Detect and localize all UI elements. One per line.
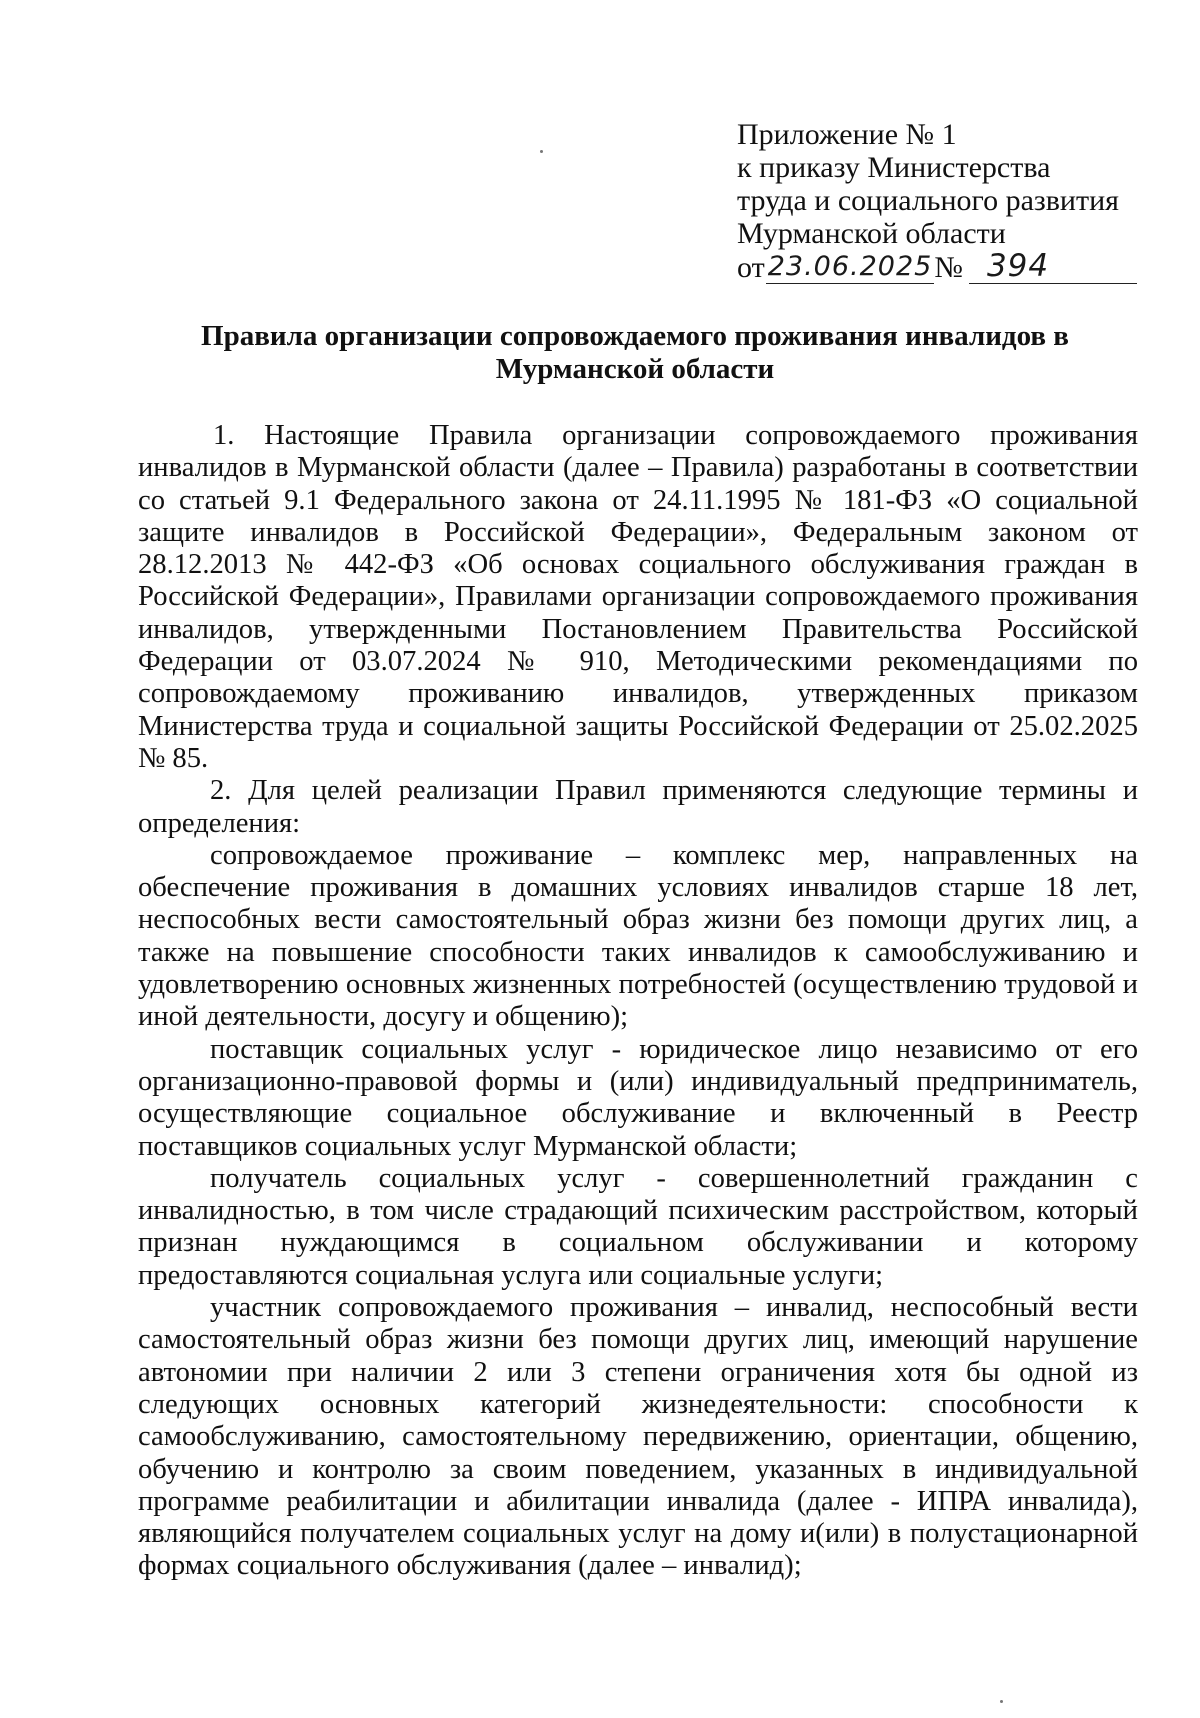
title-line: Мурманской области	[495, 353, 775, 385]
scan-speck	[540, 150, 543, 153]
paragraph-2: 2. Для целей реализации Правил применяются следующие термины и определения:	[138, 775, 1138, 839]
handwritten-number: 394	[969, 250, 1137, 284]
appendix-region: Мурманской области	[737, 217, 1006, 250]
definition-participant: участник сопровождаемого проживания – инвалид, неспособный вести самостоятельный образ жизни без помощи других лиц, имеющий нарушение автономии при наличии 2 или 3 степени ограничения хотя бы одной из следующих основных категорий жизнедеятельности: способности к самообслуживанию, самостоятельному передвижению, ориентации, общению, обучению и контролю за своим поведением, указанных в индивидуальной программе реабилитации и абилитации инвалида (далее - ИПРА инвалида), являющийся получателем социальных услуг на дому и(или) в полустационарной формах социального обслуживания (далее – инвалид);	[138, 1292, 1138, 1582]
paragraph-1: 1. Настоящие Правила организации сопровождаемого проживания инвалидов в Мурманской области (далее – Правила) разработаны в соответствии со статьей 9.1 Федерального закона от 24.11.1995 № 181-ФЗ «О социальной защите инвалидов в Российской Федерации», Федеральным законом от 28.12.2013 № 442-ФЗ «Об основах социального обслуживания граждан в Российской Федерации», Правилами организации сопровождаемого проживания инвалидов, утвержденными Постановлением Правительства Российской Федерации от 03.07.2024 № 910, Методическими рекомендациями по сопровождаемому проживанию инвалидов, утвержденных приказом Министерства труда и социальной защиты Российской Федерации от 25.02.2025 № 85.	[138, 420, 1138, 774]
appendix-date-line	[737, 250, 1157, 284]
handwritten-date: 23.06.2025	[767, 251, 933, 282]
appendix-block	[737, 118, 1157, 284]
date-prefix: от	[737, 251, 765, 284]
definition-service-provider: поставщик социальных услуг - юридическое лицо независимо от его организационно-правовой формы и (или) индивидуальный предприниматель, осуществляющие социальное обслуживание и включенный в Реестр поставщиков социальных услуг Мурманской области;	[138, 1033, 1138, 1162]
number-prefix: №	[934, 251, 963, 284]
appendix-number: Приложение № 1	[737, 118, 957, 151]
appendix-order-ref: к приказу Министерства	[737, 151, 1051, 184]
definition-accompanied-living: сопровождаемое проживание – комплекс мер, направленных на обеспечение проживания в домашних условиях инвалидов старше 18 лет, неспособных вести самостоятельный образ жизни без помощи других лиц, а также на повышение способности таких инвалидов к самообслуживанию и удовлетворению основных жизненных потребностей (осуществлению трудовой и иной деятельности, досугу и общению);	[138, 839, 1138, 1033]
appendix-ministry: труда и социального развития	[737, 184, 1119, 217]
definition-service-recipient: получатель социальных услуг - совершеннолетний гражданин с инвалидностью, в том числе страдающий психическим расстройством, который признан нуждающимся в социальном обслуживании и которому предоставляются социальная услуга или социальные услуги;	[138, 1162, 1138, 1291]
title-line: Правила организации сопровождаемого проживания инвалидов в	[201, 320, 1069, 352]
document-title	[130, 320, 1140, 386]
document-body	[138, 420, 1138, 1583]
scan-speck	[1000, 1700, 1003, 1703]
